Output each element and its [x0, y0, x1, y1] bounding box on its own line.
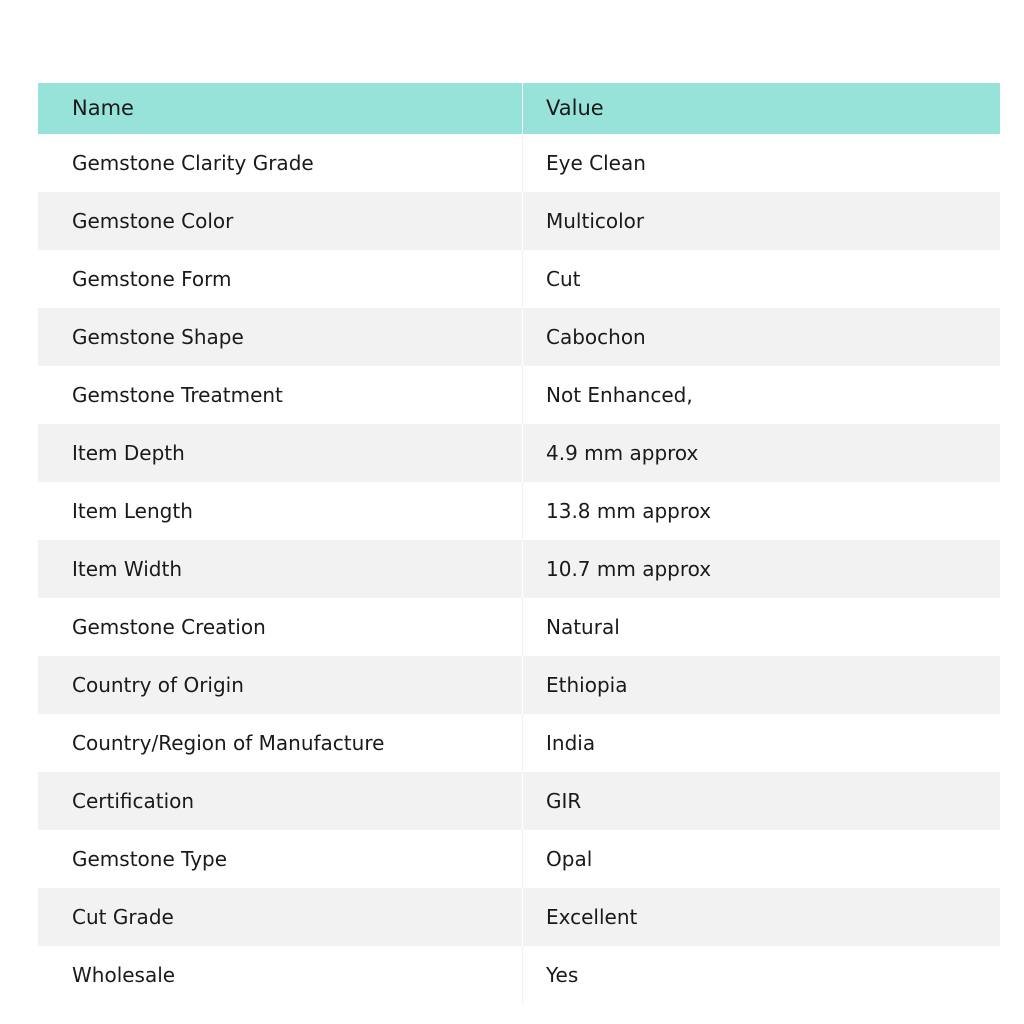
row-name-cell: Gemstone Type [38, 830, 523, 888]
table-row [38, 772, 1000, 830]
row-value-cell: GIR [546, 789, 582, 813]
table-row [38, 250, 1000, 308]
table-body [38, 134, 1000, 1004]
row-name-cell: Certification [38, 772, 523, 830]
table-row [38, 366, 1000, 424]
row-name-cell: Country of Origin [38, 656, 523, 714]
row-value-cell: Natural [546, 615, 620, 639]
table-row [38, 830, 1000, 888]
row-value-cell: Yes [546, 963, 579, 987]
table-row [38, 308, 1000, 366]
row-name-cell: Wholesale [38, 946, 523, 1004]
table-header-row [38, 83, 1000, 134]
table-row [38, 656, 1000, 714]
table-row [38, 134, 1000, 192]
row-value-cell: 10.7 mm approx [546, 557, 712, 581]
row-name-cell: Gemstone Form [38, 250, 523, 308]
row-name-cell: Item Width [38, 540, 523, 598]
row-name-cell: Gemstone Shape [38, 308, 523, 366]
table-row [38, 888, 1000, 946]
row-value-cell: Eye Clean [546, 151, 646, 175]
row-value-cell: Excellent [546, 905, 638, 929]
table-row [38, 540, 1000, 598]
row-value-cell: Cabochon [546, 325, 646, 349]
header-name-cell: Name [38, 83, 523, 134]
spec-table [38, 83, 1000, 1004]
row-name-cell: Country/Region of Manufacture [38, 714, 523, 772]
row-value-cell: Opal [546, 847, 593, 871]
row-value-cell: Multicolor [546, 209, 645, 233]
header-value-cell: Value [546, 96, 604, 120]
row-value-cell: 4.9 mm approx [546, 441, 699, 465]
row-name-cell: Gemstone Creation [38, 598, 523, 656]
row-value-cell: Not Enhanced, [546, 383, 693, 407]
table-row [38, 482, 1000, 540]
row-name-cell: Item Depth [38, 424, 523, 482]
row-name-cell: Cut Grade [38, 888, 523, 946]
table-row [38, 598, 1000, 656]
row-value-cell: 13.8 mm approx [546, 499, 712, 523]
row-name-cell: Item Length [38, 482, 523, 540]
row-value-cell: India [546, 731, 596, 755]
row-name-cell: Gemstone Treatment [38, 366, 523, 424]
row-value-cell: Cut [546, 267, 581, 291]
row-name-cell: Gemstone Color [38, 192, 523, 250]
table-row [38, 424, 1000, 482]
row-name-cell: Gemstone Clarity Grade [38, 134, 523, 192]
table-row [38, 946, 1000, 1004]
table-row [38, 714, 1000, 772]
table-row [38, 192, 1000, 250]
row-value-cell: Ethiopia [546, 673, 628, 697]
